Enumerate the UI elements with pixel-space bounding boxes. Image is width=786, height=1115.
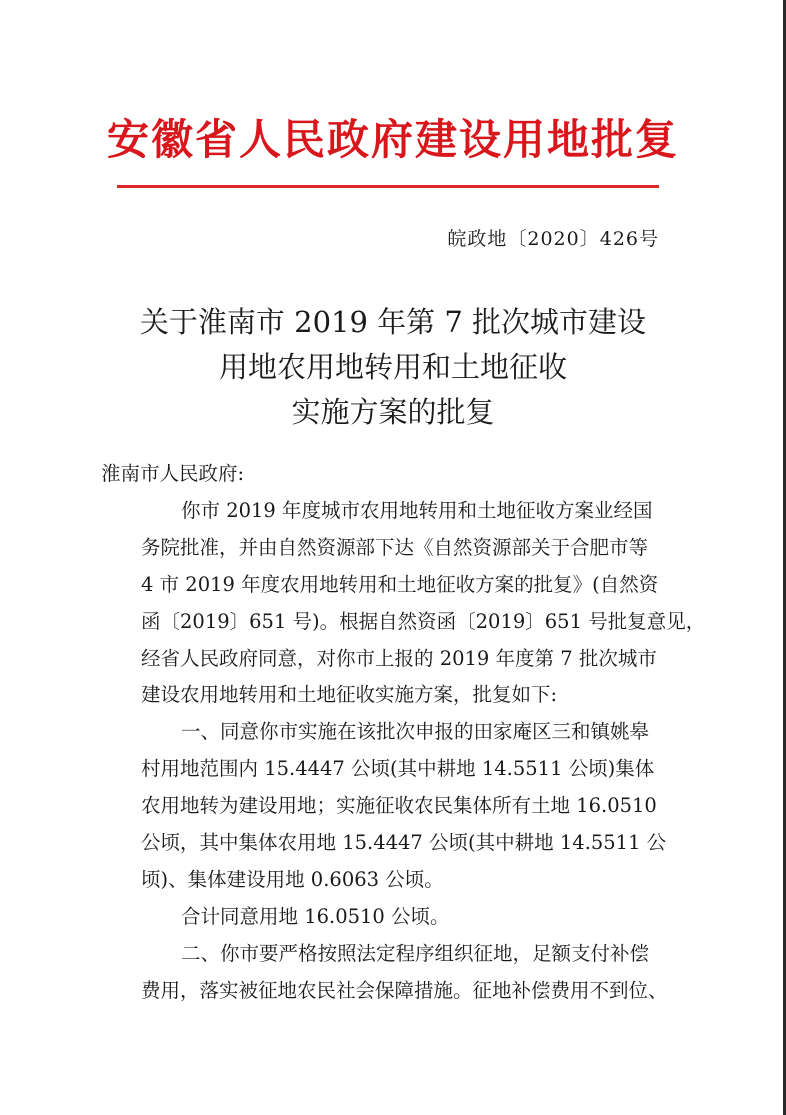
paragraph-intro	[101, 493, 706, 714]
document-title-line: 关于淮南市 2019 年第 7 批次城市建设	[139, 305, 647, 339]
paragraph-line: 农用地转为建设用地；实施征收农民集体所有土地 16.0510	[141, 794, 657, 818]
paragraph-line: 二、你市要严格按照法定程序组织征地，足额支付补偿	[181, 941, 650, 965]
paragraph-line: 公顷，其中集体农用地 15.4447 公顷(其中耕地 14.5511 公	[141, 831, 667, 855]
header-red-rule	[117, 185, 659, 188]
document-header-title: 安徽省人民政府建设用地批复	[106, 115, 679, 164]
paragraph-item-two	[101, 936, 681, 1010]
paragraph-line: 函〔2019〕651 号)。根据自然资函〔2019〕651 号批复意见，	[141, 609, 706, 633]
document-title	[0, 300, 786, 435]
document-body	[101, 456, 706, 1010]
paragraph-total	[101, 899, 681, 936]
document-number: 皖政地〔2020〕426号	[447, 228, 659, 250]
paragraph-line: 一、同意你市实施在该批次申报的田家庵区三和镇姚皋	[181, 720, 650, 744]
paragraph-item-one	[101, 714, 681, 899]
paragraph-line: 经省人民政府同意，对你市上报的 2019 年度第 7 批次城市	[141, 646, 657, 670]
paragraph-line: 务院批准，并由自然资源部下达《自然资源部关于合肥市等	[141, 535, 649, 559]
paragraph-line: 顷)、集体建设用地 0.6063 公顷。	[141, 867, 444, 891]
paragraph-line: 你市 2019 年度城市农用地转用和土地征收方案业经国	[181, 498, 653, 522]
paragraph-line: 费用，落实被征地农民社会保障措施。征地补偿费用不到位、	[141, 978, 668, 1002]
paragraph-line: 4 市 2019 年度农用地转用和土地征收方案的批复》(自然资	[141, 572, 659, 596]
addressee: 淮南市人民政府:	[101, 462, 245, 485]
document-title-line: 用地农用地转用和土地征收	[218, 350, 567, 384]
paragraph-line: 合计同意用地 16.0510 公顷。	[181, 904, 450, 928]
paragraph-line: 建设农用地转用和土地征收实施方案，批复如下:	[141, 683, 558, 707]
document-title-line: 实施方案的批复	[291, 395, 495, 429]
paragraph-line: 村用地范围内 15.4447 公顷(其中耕地 14.5511 公顷)集体	[141, 757, 655, 781]
